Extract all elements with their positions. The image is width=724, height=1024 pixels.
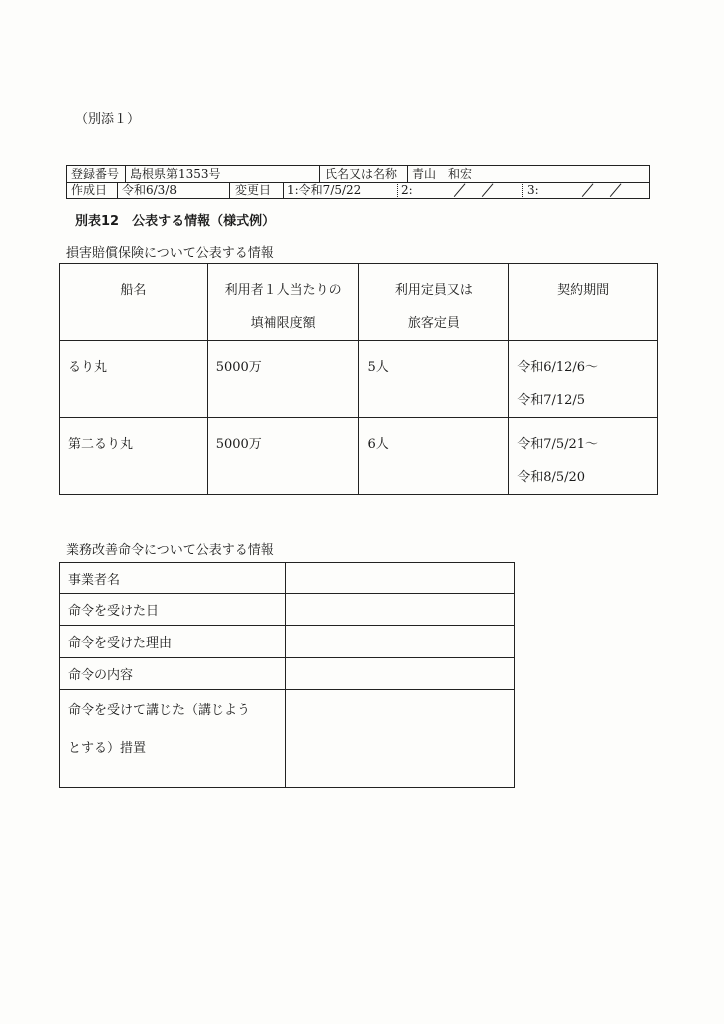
insurance-section-title: 損害賠償保険について公表する情報 [66, 246, 274, 261]
header-capacity-line1: 利用定員又は [394, 283, 473, 298]
order-content-label: 命令の内容 [60, 658, 286, 690]
table-row [60, 626, 515, 658]
header-period: 契約期間 [557, 283, 610, 298]
ship-name: るり丸 [68, 360, 108, 375]
business-name-label: 事業者名 [60, 563, 286, 594]
header-ship: 船名 [120, 283, 147, 298]
limit-value: 5000万 [215, 360, 262, 375]
order-date-value [285, 594, 514, 626]
order-reason-label: 命令を受けた理由 [60, 626, 286, 658]
created-value: 令和6/3/8 [122, 183, 177, 197]
reg-no-value: 島根県第1353号 [130, 167, 221, 181]
created-label: 作成日 [71, 183, 108, 197]
table-row [60, 341, 658, 418]
change-3: 3: [527, 183, 539, 197]
change-1: 1:令和7/5/22 [287, 183, 362, 197]
registration-header [66, 165, 650, 199]
period-start: 令和7/5/21～ [517, 437, 599, 452]
header-capacity-line2: 旅客定員 [407, 316, 460, 331]
form-subtitle: 別表12 公表する情報（様式例） [75, 214, 276, 229]
table-row [60, 418, 658, 495]
insurance-header-row [60, 264, 658, 341]
change-2: 2: [401, 183, 413, 197]
limit-value: 5000万 [215, 437, 262, 452]
name-value: 青山 和宏 [412, 167, 473, 181]
period-end: 令和7/12/5 [517, 393, 586, 408]
table-row [60, 563, 515, 594]
header-limit-line2: 填補限度額 [250, 316, 316, 331]
insurance-table [59, 263, 658, 495]
table-row [60, 594, 515, 626]
order-date-label: 命令を受けた日 [60, 594, 286, 626]
period-start: 令和6/12/6～ [517, 360, 599, 375]
measures-label-line2: とする）措置 [68, 741, 147, 756]
business-name-value [285, 563, 514, 594]
period-end: 令和8/5/20 [517, 470, 586, 485]
capacity-value: 5人 [367, 360, 389, 375]
attachment-label: （別添１） [75, 112, 141, 127]
table-row [60, 690, 515, 788]
capacity-value: 6人 [367, 437, 389, 452]
name-label: 氏名又は名称 [325, 167, 398, 181]
order-section-title: 業務改善命令について公表する情報 [66, 543, 274, 558]
order-table [59, 562, 515, 788]
table-row [60, 658, 515, 690]
measures-value [285, 690, 514, 788]
order-content-value [285, 658, 514, 690]
measures-label-line1: 命令を受けて講じた（講じよう [68, 703, 251, 718]
order-reason-value [285, 626, 514, 658]
reg-no-label: 登録番号 [71, 167, 120, 181]
header-limit-line1: 利用者１人当たりの [224, 283, 342, 298]
changed-label: 変更日 [235, 183, 272, 197]
ship-name: 第二るり丸 [68, 437, 134, 452]
